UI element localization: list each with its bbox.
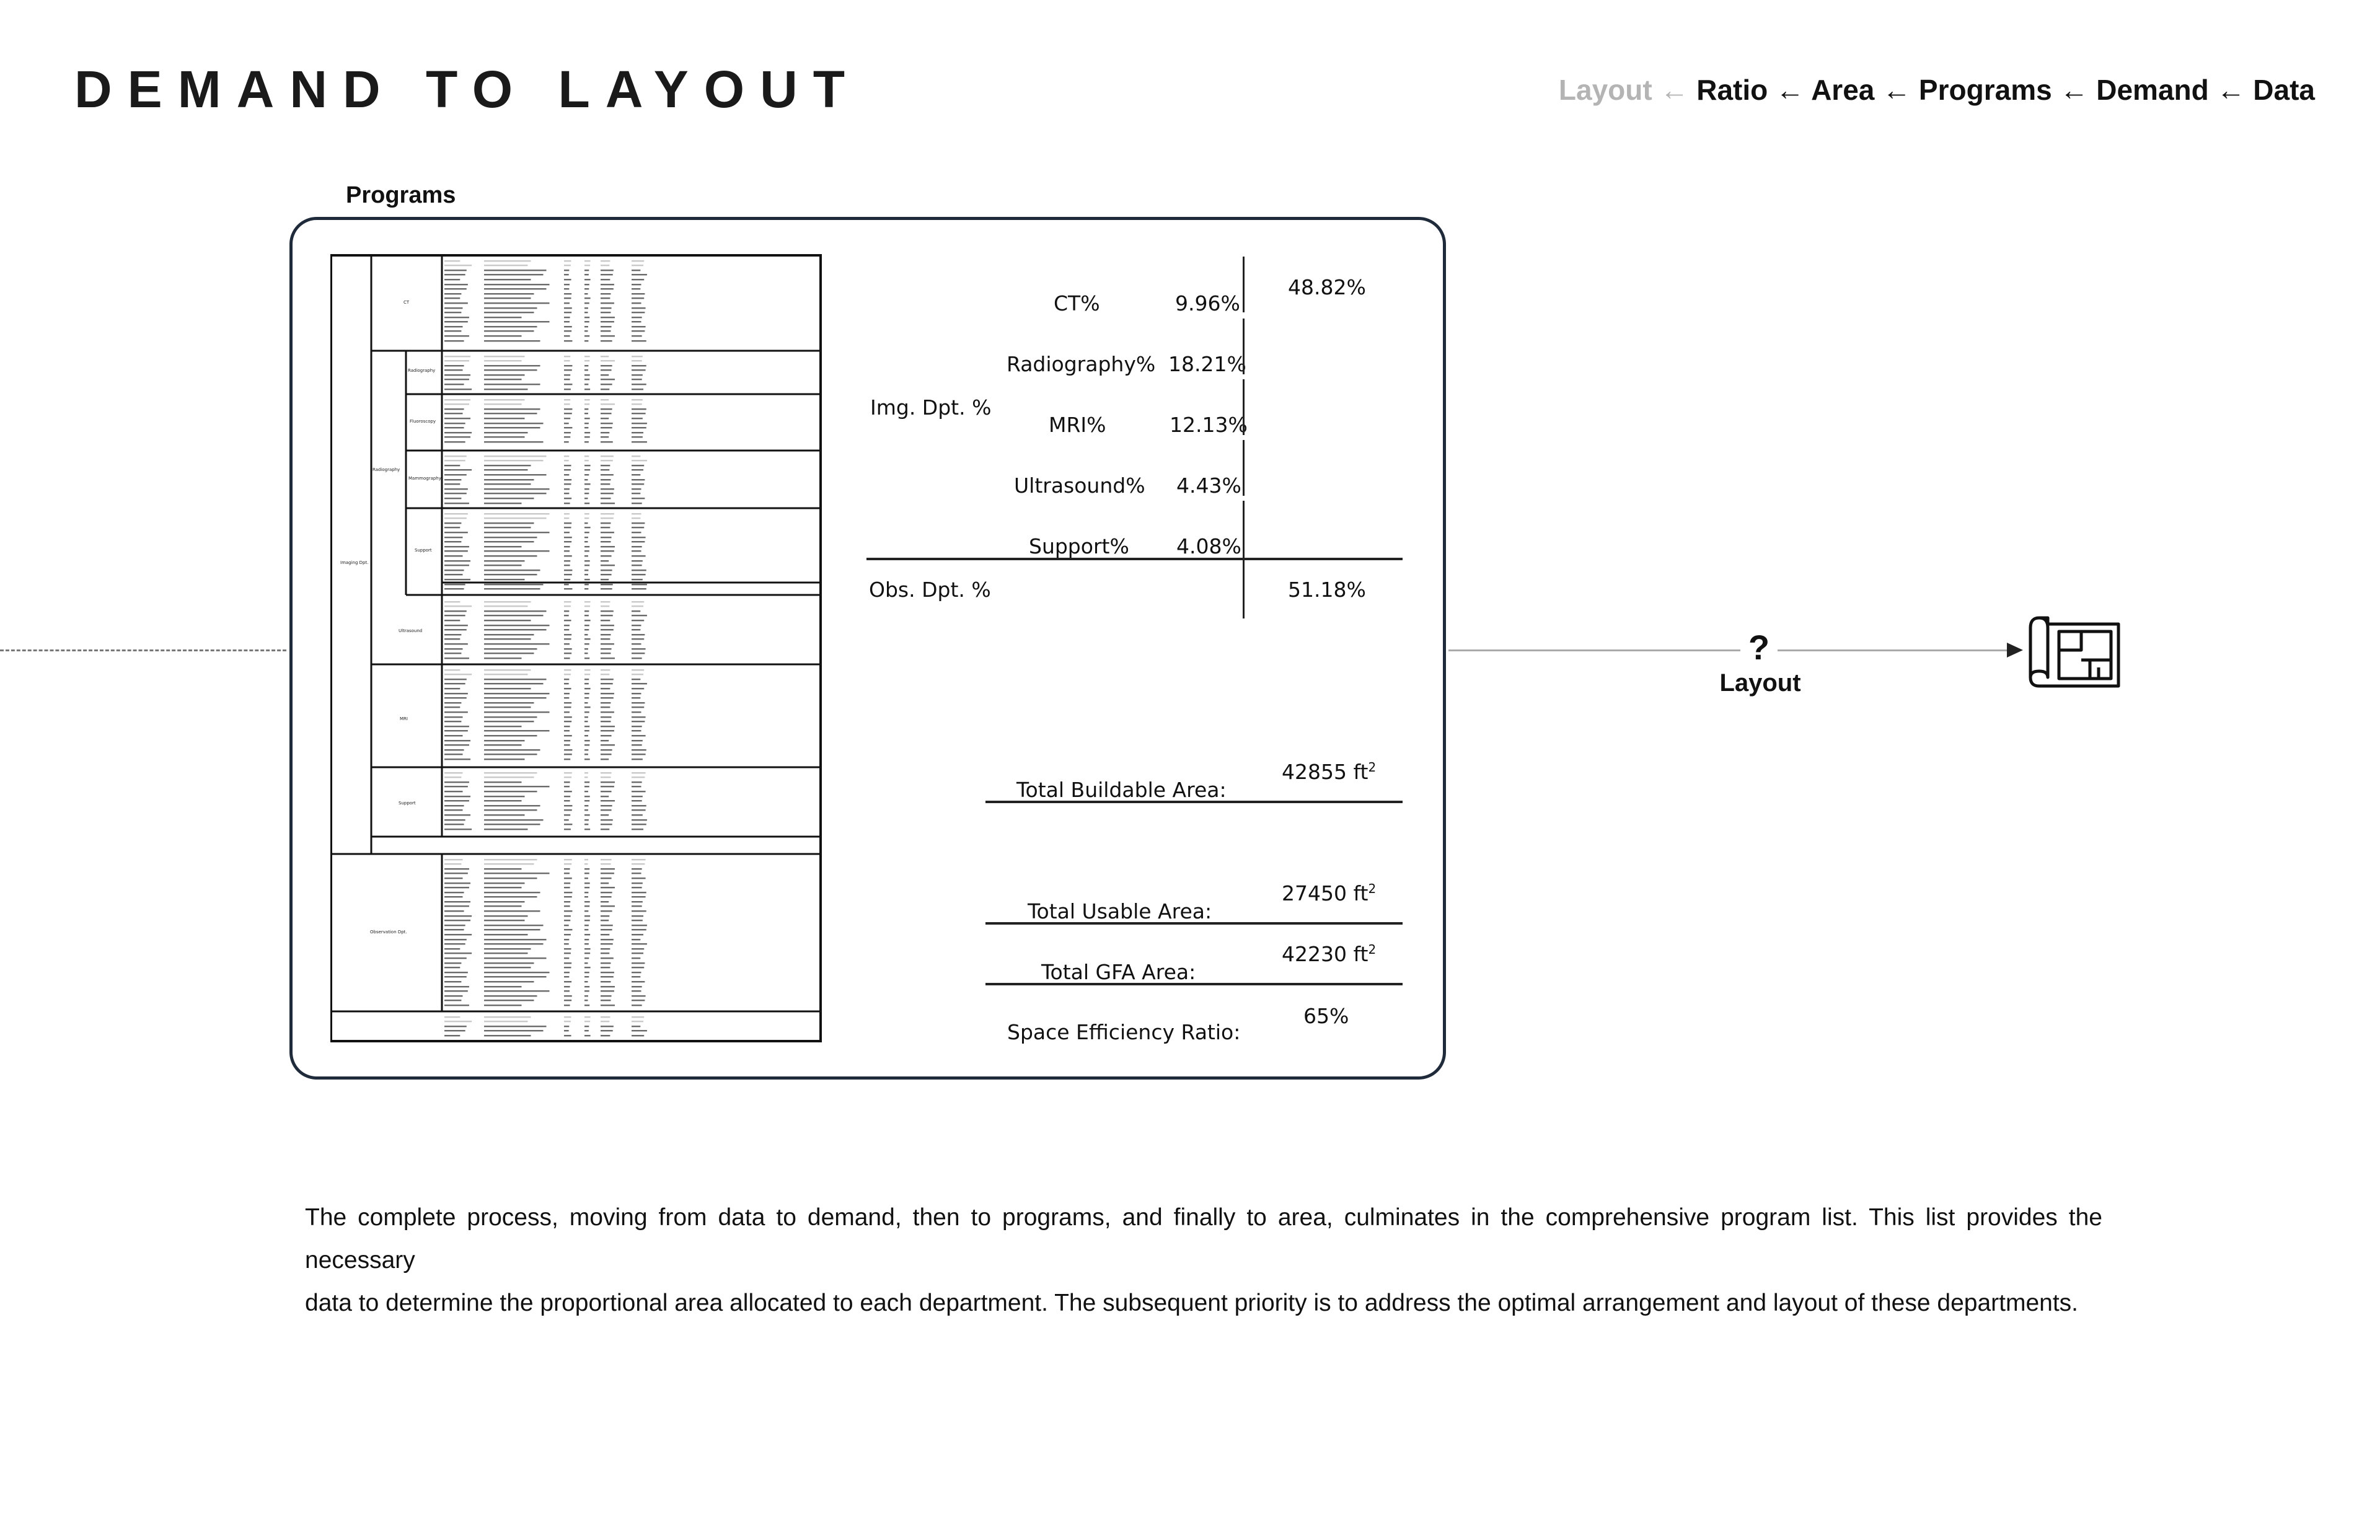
incoming-dashed-connector [0, 649, 286, 651]
img-dept-label: Img. Dpt. % [870, 395, 992, 420]
ct-ratio-label: CT% [1054, 291, 1100, 315]
buildable-area-rule [985, 801, 1403, 803]
unknown-step-marker: ? [1740, 627, 1778, 671]
sheet-label-support-2: Support [399, 801, 416, 806]
breadcrumb-current-step: Layout ← [1558, 74, 1689, 106]
floor-plan-icon [2025, 610, 2125, 691]
ultrasound-ratio-value: 4.43% [1176, 473, 1241, 498]
sheet-label-fluoroscopy: Fluoroscopy [410, 419, 436, 424]
ratio-separator [866, 558, 1403, 560]
breadcrumb-previous-steps: Ratio ← Area ← Programs ← Demand ← Data [1696, 74, 2315, 106]
description-line-1: The complete process, moving from data to demand, then to programs, and finally to area, culminates in the comprehensive program list. This list provides the necessary [305, 1204, 2102, 1274]
usable-area-label: Total Usable Area: [1028, 899, 1212, 923]
usable-area-rule [985, 922, 1403, 925]
gfa-area-rule [985, 983, 1403, 985]
sheet-label-ct: CT [403, 300, 410, 305]
gfa-area-label: Total GFA Area: [1041, 960, 1196, 984]
support-ratio-value: 4.08% [1176, 534, 1241, 558]
program-list-spreadsheet-thumbnail [330, 254, 822, 1042]
spreadsheet-rows [444, 260, 647, 1036]
ratio-divider-4 [1243, 440, 1245, 496]
ct-ratio-value: 9.96% [1175, 291, 1240, 315]
obs-dept-label: Obs. Dpt. % [869, 578, 991, 602]
sheet-label-radiography: Radiography [408, 368, 436, 373]
mri-ratio-label: MRI% [1049, 413, 1106, 437]
gfa-area-value: 42230 $ft^2$ [1282, 942, 1377, 966]
usable-area-value: 27450 $ft^2$ [1282, 881, 1377, 905]
ratio-divider-3 [1243, 379, 1245, 435]
breadcrumb [1559, 73, 2315, 107]
sheet-label-radiography-group: Radiography [372, 467, 400, 472]
ratio-divider-1 [1243, 257, 1245, 312]
buildable-area-label: Total Buildable Area: [1016, 778, 1227, 802]
mri-ratio-value: 12.13% [1170, 413, 1248, 437]
img-dept-value: 48.82% [1288, 275, 1366, 299]
support-ratio-label: Support% [1029, 534, 1129, 558]
buildable-area-value: 42855 $ft^2$ [1282, 760, 1377, 784]
radiography-ratio-label: Radiography% [1007, 352, 1156, 376]
sheet-label-ultrasound: Ultrasound [399, 628, 423, 633]
programs-label: Programs [346, 182, 456, 208]
layout-arrow-line [1448, 649, 2009, 651]
ratio-divider-2 [1243, 319, 1245, 374]
efficiency-ratio-label: Space Efficiency Ratio: [1007, 1020, 1241, 1044]
arrow-head-icon [2007, 643, 2023, 658]
sheet-label-mammography: Mammography [408, 476, 441, 481]
description-paragraph [305, 1196, 2102, 1324]
description-line-2: data to determine the proportional area allocated to each department. The subsequent priority is to address the optimal arrangement and layout of these departments. [305, 1290, 2079, 1316]
sheet-label-imaging: Imaging Dpt. [340, 560, 369, 565]
sheet-label-mri: MRI [400, 716, 408, 721]
radiography-ratio-value: 18.21% [1168, 352, 1246, 376]
sheet-label-observation: Observation Dpt. [370, 930, 407, 935]
efficiency-ratio-value: 65% [1303, 1004, 1349, 1028]
ultrasound-ratio-label: Ultrasound% [1014, 473, 1145, 498]
layout-step-label: Layout [1719, 669, 1801, 697]
obs-dept-value: 51.18% [1288, 578, 1366, 602]
page-title: DEMAND TO LAYOUT [74, 60, 861, 118]
sheet-label-support: Support [415, 548, 432, 553]
